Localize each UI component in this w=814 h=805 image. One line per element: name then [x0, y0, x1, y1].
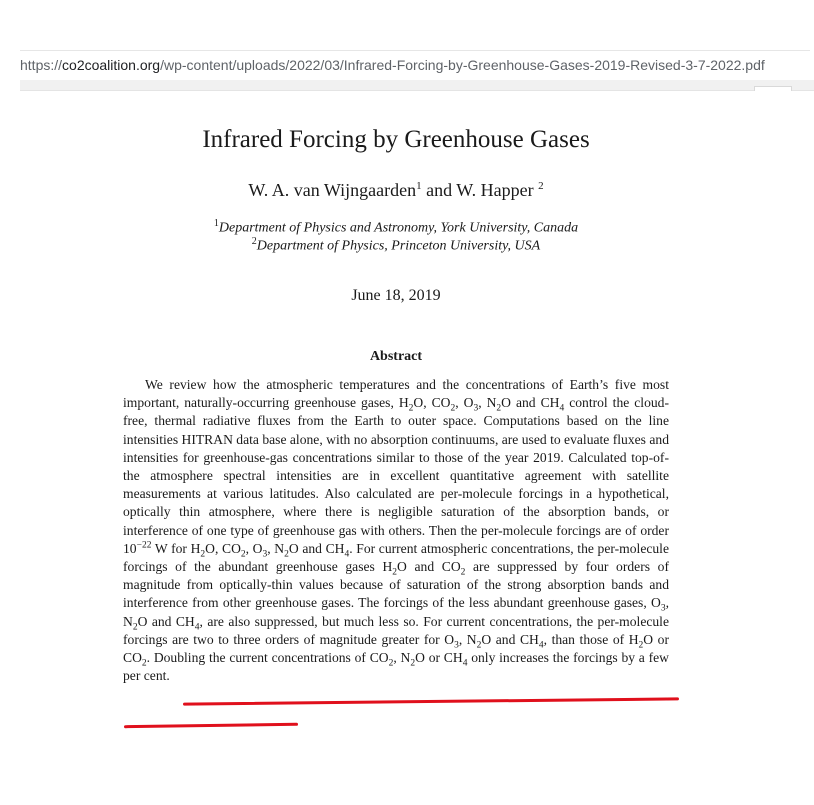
- subscript: 3: [473, 403, 479, 414]
- paper-authors: [0, 180, 792, 201]
- red-underline-2: [124, 723, 298, 728]
- subscript: 3: [660, 604, 666, 615]
- abstract-seg: , N: [458, 631, 477, 647]
- abstract-seg: , than those of H: [543, 631, 639, 647]
- subscript: 4: [194, 622, 200, 633]
- subscript: 4: [538, 640, 544, 651]
- subscript: 4: [559, 403, 565, 414]
- abstract-seg: , O: [455, 395, 474, 411]
- abstract-seg: , N: [267, 540, 285, 556]
- affiliation-2-text: Department of Physics, Princeton University, USA: [256, 238, 541, 254]
- url-host: co2coalition.org: [62, 57, 161, 73]
- subscript: 4: [462, 658, 468, 669]
- subscript: 2: [450, 403, 456, 414]
- subscript: 2: [240, 549, 246, 560]
- paper-title: Infrared Forcing by Greenhouse Gases: [202, 126, 590, 153]
- subscript: 2: [408, 403, 414, 414]
- abstract-seg: control the cloud-free, thermal radiative fluxes from the Earth to outer space. Computations based on the line intensities HITRAN data base alone, with no absorption continuums, are used to evaluate fluxes and intensities for greenhouse-gas concentrations similar to those of the year 2019. Calculated top-of-the atmosphere spectral intensities are in excellent quantitative agreement with satellite measurements at various latitudes. Also calculated are per-molecule forcings in a hypothetical, optically thin atmosphere, where there is negligible saturation of the absorption bands, or interference of one type of greenhouse gas with others. Then the per-molecule forcings are of order 10: [123, 395, 669, 556]
- abstract-seg: , O: [245, 540, 263, 556]
- red-underline-1: [183, 697, 679, 705]
- abstract-seg: O or CO: [123, 631, 670, 666]
- paper-date: June 18, 2019: [351, 287, 441, 304]
- author-1: W. A. van Wijngaarden: [248, 180, 417, 200]
- abstract-text: [123, 376, 669, 685]
- affiliation-1-text: Department of Physics and Astronomy, York University, Canada: [218, 220, 579, 236]
- url-path: /wp-content/uploads/2022/03/Infrared-Forcing-by-Greenhouse-Gases-2019-Revised-3-7-2022.pdf: [160, 57, 765, 73]
- subscript: 2: [132, 622, 138, 633]
- author-1-sup: 1: [416, 180, 422, 192]
- affiliation-1-sup: 1: [213, 218, 219, 229]
- author-2: W. Happer: [456, 180, 539, 200]
- abstract-seg: only increases the forcings by a few per cent.: [123, 650, 669, 684]
- subscript: 2: [284, 549, 289, 560]
- abstract-seg: W for H: [151, 540, 201, 556]
- subscript: 2: [410, 658, 416, 669]
- abstract-seg: , N: [123, 595, 669, 629]
- url-prefix: https://: [20, 57, 63, 73]
- abstract-seg: O or CH: [415, 650, 463, 666]
- abstract-seg: . Doubling the current concentrations of CO: [146, 650, 389, 666]
- abstract-seg: are suppressed by four orders of magnitude from optically-thin values because of saturation of the strong absorption bands and interference from other greenhouse gases. The forcings of the less abundant greenhouse gases, O: [123, 559, 669, 611]
- abstract-seg: O and CO: [397, 559, 461, 575]
- abstract-seg: . For current atmospheric concentrations, the per-molecule forcings of the abundant greenhouse gases H: [123, 540, 669, 575]
- authors-and: and: [421, 180, 457, 200]
- superscript: −22: [136, 540, 152, 551]
- abstract-seg: , are also suppressed, but much less so. For current concentrations, the per-molecule forcings are two to three orders of magnitude greater for O: [123, 613, 669, 647]
- subscript: 2: [476, 640, 482, 651]
- affiliation-2: [0, 236, 792, 255]
- subscript: 2: [496, 403, 502, 414]
- subscript: 2: [638, 640, 644, 651]
- abstract-seg: O and CH: [501, 395, 560, 411]
- subscript: 2: [392, 567, 398, 578]
- abstract-seg: , N: [393, 650, 411, 666]
- abstract-seg: O and CH: [481, 631, 539, 647]
- subscript: 3: [262, 549, 268, 560]
- abstract-seg: , N: [478, 395, 497, 411]
- abstract-seg: O and CH: [137, 613, 195, 629]
- subscript: 4: [344, 549, 350, 560]
- author-2-sup: 2: [538, 180, 544, 192]
- affiliation-2-sup: 2: [251, 236, 257, 247]
- subscript: 2: [200, 549, 206, 560]
- abstract-seg: We review how the atmospheric temperatures and the concentrations of Earth’s five most important, naturally-occurring greenhouse gases, H: [123, 377, 669, 411]
- abstract-seg: O, CO: [413, 395, 451, 411]
- subscript: 3: [454, 640, 459, 651]
- abstract-seg: O, CO: [205, 540, 241, 556]
- abstract-heading: Abstract: [369, 349, 423, 364]
- affiliation-1: [0, 218, 792, 237]
- subscript: 2: [388, 658, 394, 669]
- subscript: 2: [460, 567, 466, 578]
- subscript: 2: [141, 658, 147, 669]
- abstract-seg: O and CH: [288, 540, 345, 556]
